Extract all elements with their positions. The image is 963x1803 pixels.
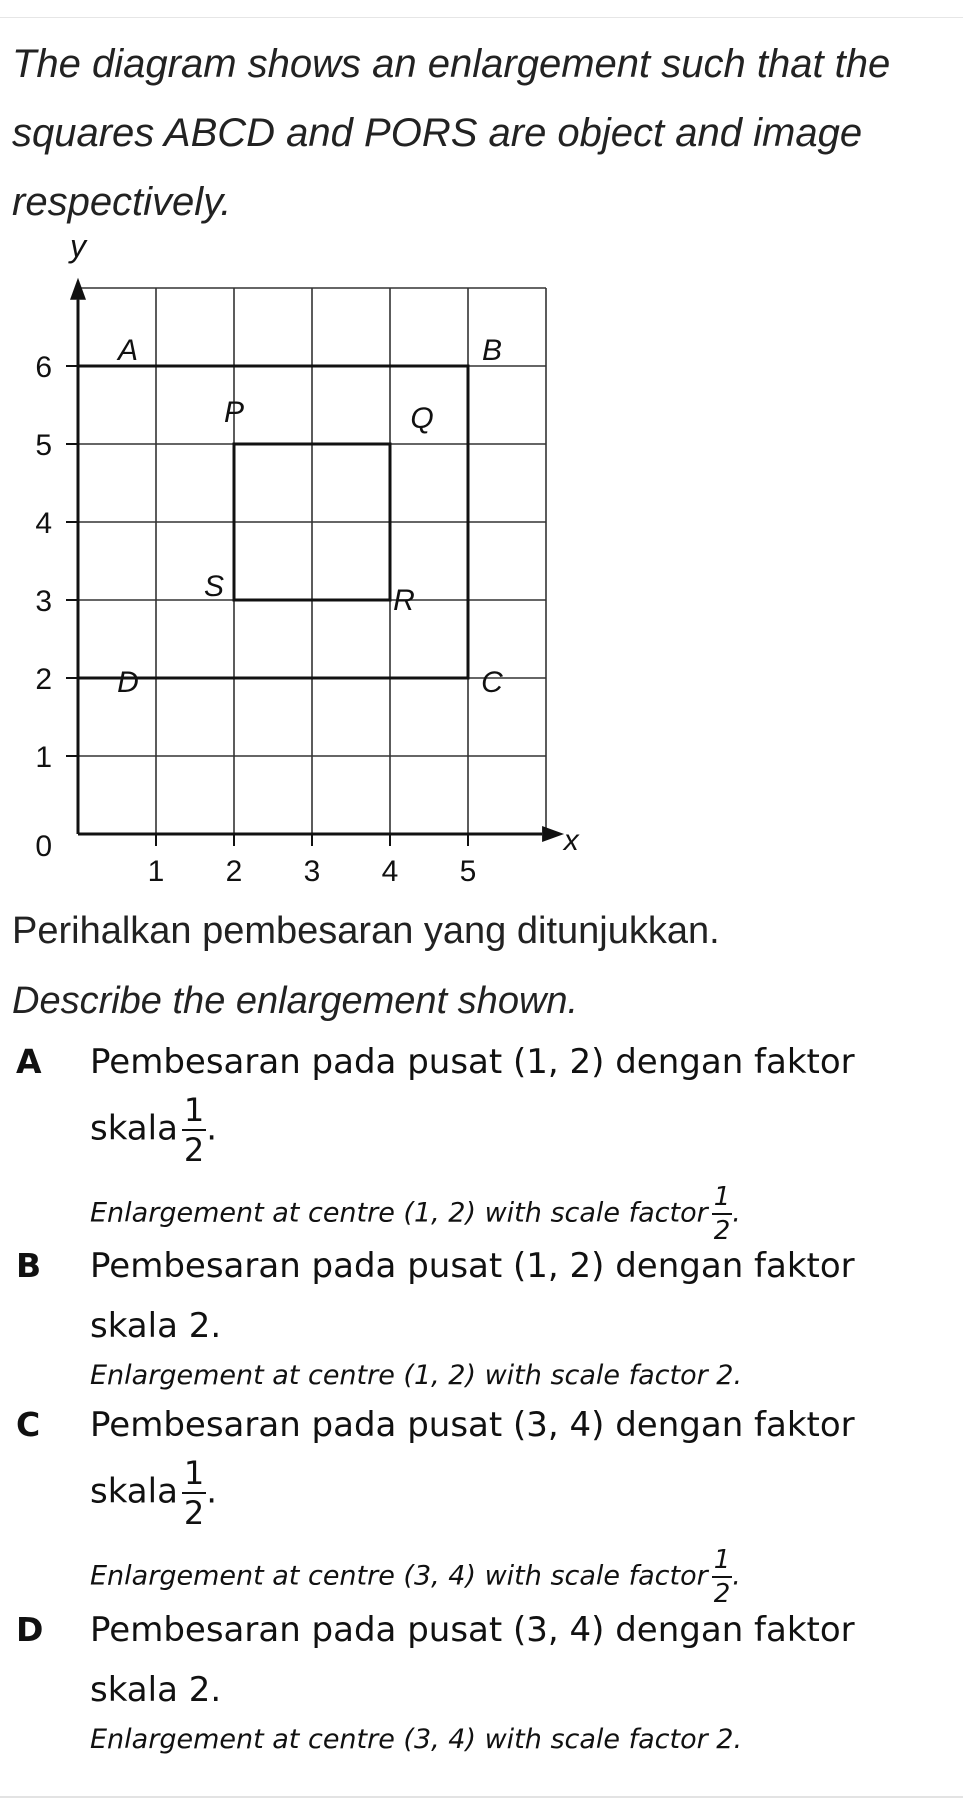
diagram-labels (35, 230, 579, 888)
prompt-english: Describe the enlargement shown. (12, 980, 579, 1022)
option-english: Enlargement at centre (3, 4) with scale factor 2. (90, 1724, 743, 1755)
x-tick-label: 1 (147, 855, 165, 888)
point-label-a: A (117, 334, 139, 367)
fraction-half: $\frac{1}{2}$ (713, 1182, 731, 1246)
point-label-p: P (223, 396, 245, 429)
point-label-q: Q (410, 402, 434, 435)
fraction-half: $\frac{1}{2}$ (713, 1545, 731, 1609)
x-axis-label: x (563, 824, 579, 857)
y-axis-label: y (70, 230, 86, 264)
y-tick-label: 3 (35, 585, 52, 618)
point-label-c: C (481, 666, 503, 699)
x-tick-label: 4 (381, 855, 399, 888)
point-label-r: R (393, 584, 415, 617)
x-tick-label: 2 (225, 855, 243, 888)
option-letter: D (16, 1610, 44, 1649)
option-letter: B (16, 1246, 42, 1285)
option-malay-line1: Pembesaran pada pusat (1, 2) dengan faktor (90, 1246, 855, 1286)
option-malay-line1: Pembesaran pada pusat (1, 2) dengan faktor (90, 1042, 855, 1082)
option-english: Enlargement at centre (1, 2) with scale factor 2. (90, 1360, 743, 1391)
bottom-divider (0, 1796, 963, 1798)
option-malay-line2: skala 2. (90, 1670, 222, 1710)
x-tick-label: 3 (303, 855, 321, 888)
option-letter: C (16, 1405, 41, 1444)
option-malay-line1: Pembesaran pada pusat (3, 4) dengan faktor (90, 1405, 855, 1445)
option-malay-line2: skala $\frac{1}{2}$ . (90, 1091, 218, 1169)
grid (78, 288, 546, 834)
option-malay-line2: skala 2. (90, 1306, 222, 1346)
fraction-half: $\frac{1}{2}$ (183, 1091, 205, 1169)
top-divider (0, 17, 963, 18)
prompt-malay: Perihalkan pembesaran yang ditunjukkan. (12, 910, 720, 952)
origin-label: 0 (35, 830, 52, 863)
y-tick-label: 6 (35, 351, 52, 384)
option-malay-line2-text: skala (90, 1471, 178, 1512)
option-english: Enlargement at centre (3, 4) with scale factor $\frac{1}{2}$ . (90, 1545, 741, 1609)
y-tick-label: 1 (35, 741, 52, 774)
point-label-d: D (117, 666, 139, 699)
option-english-text: Enlargement at centre (1, 2) with scale factor (90, 1197, 708, 1229)
option-english-text: Enlargement at centre (3, 4) with scale factor (90, 1560, 708, 1592)
option-malay-line2: skala $\frac{1}{2}$ . (90, 1454, 218, 1532)
fraction-half: $\frac{1}{2}$ (183, 1454, 205, 1532)
option-malay-line1: Pembesaran pada pusat (3, 4) dengan faktor (90, 1610, 855, 1650)
option-malay-line2-text: skala (90, 1108, 178, 1149)
point-label-b: B (481, 334, 503, 367)
y-tick-label: 2 (35, 663, 52, 696)
enlargement-diagram (0, 230, 600, 890)
option-english: Enlargement at centre (1, 2) with scale factor $\frac{1}{2}$ . (90, 1182, 741, 1246)
x-tick-label: 5 (459, 855, 477, 888)
option-letter: A (16, 1042, 42, 1081)
point-label-s: S (203, 570, 225, 603)
y-tick-label: 5 (35, 429, 52, 462)
x-axis-arrow (542, 826, 564, 842)
y-tick-label: 4 (35, 507, 52, 540)
question-intro: The diagram shows an enlargement such that the squares ABCD and PORS are object and image respectively. (12, 42, 891, 224)
